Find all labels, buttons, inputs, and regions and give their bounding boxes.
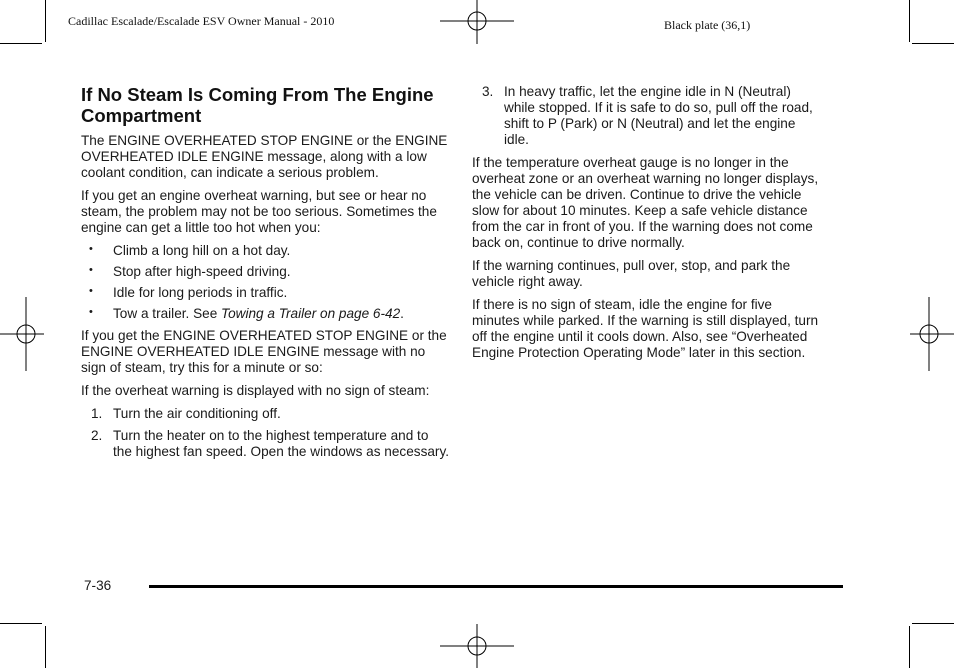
crop-mark-bottom-left-v [45, 626, 46, 668]
crop-mark-bottom-right-h [912, 623, 954, 624]
paragraph-try-this: If you get the ENGINE OVERHEATED STOP ENGINE or the ENGINE OVERHEATED IDLE ENGINE message with no sign of steam, try this for a minute or so: [81, 328, 447, 375]
section-title: If No Steam Is Coming From The Engine Compartment [81, 84, 434, 126]
manual-title: Cadillac Escalade/Escalade ESV Owner Manual - 2010 [68, 14, 335, 28]
list-item: 1. Turn the air conditioning off. [91, 406, 281, 421]
registration-mark-top-icon [440, 0, 514, 44]
bullet-icon: • [89, 306, 93, 318]
left-column [81, 84, 451, 467]
crop-mark-top-left-v [45, 0, 46, 42]
step-number: 1. [91, 406, 103, 421]
list-item: • Stop after high-speed driving. [89, 264, 291, 279]
registration-mark-right-icon [910, 297, 954, 371]
page-number: 7-36 [84, 578, 112, 593]
paragraph-gauge: If the temperature overheat gauge is no longer in the overheat zone or an overheat warning no longer displays, the vehicle can be driven. Continue to drive the vehicle slow for about 10 minutes. Keep a safe vehicle distance from the car in front of you. If the warning does not come back on, continue to drive normally. [472, 155, 819, 250]
list-item: 3. In heavy traffic, let the engine idle in N (Neutral) while stopped. If it is safe to do so, pull off the road, shift to P (Park) or N (Neutral) and let the engine idle. [482, 84, 813, 147]
step-number: 2. [91, 428, 103, 443]
bullet-icon: • [89, 243, 93, 255]
step-number: 3. [482, 84, 494, 99]
plate-label: Black plate (36,1) [664, 18, 751, 32]
paragraph-intro: The ENGINE OVERHEATED STOP ENGINE or the ENGINE OVERHEATED IDLE ENGINE message, along with a low coolant condition, can indicate a serious problem. [81, 133, 448, 180]
towing-trailer-reference-link[interactable]: Towing a Trailer on page 6-42 [221, 306, 401, 321]
crop-mark-bottom-left-h [0, 623, 42, 624]
paragraph-idle-engine: If there is no sign of steam, idle the engine for five minutes while parked. If the warning is still displayed, turn off the engine until it cools down. Also, see “Overheated Engine Protection Operating Mode” later in this section. [472, 297, 819, 360]
list-item: • Tow a trailer. See Towing a Trailer on page 6-42. [89, 306, 404, 321]
paragraph-warning-continues: If the warning continues, pull over, stop, and park the vehicle right away. [472, 258, 791, 289]
registration-mark-bottom-icon [440, 624, 514, 668]
steps-list-left [81, 406, 451, 460]
crop-mark-bottom-right-v [909, 626, 910, 668]
paragraph-overheat-warning: If you get an engine overheat warning, but see or hear no steam, the problem may not be too serious. Sometimes the engine can get a little too hot when you: [81, 188, 437, 235]
crop-mark-top-right-h [912, 43, 954, 44]
paragraph-no-steam: If the overheat warning is displayed with no sign of steam: [81, 383, 430, 398]
bullet-icon: • [89, 285, 93, 297]
registration-mark-left-icon [0, 297, 44, 371]
list-item: • Climb a long hill on a hot day. [89, 243, 291, 258]
steps-list-right [472, 84, 822, 148]
right-column [472, 84, 822, 368]
list-item: 2. Turn the heater on to the highest temperature and to the highest fan speed. Open the windows as necessary. [91, 428, 450, 459]
crop-mark-top-right-v [909, 0, 910, 42]
bullet-icon: • [89, 264, 93, 276]
crop-mark-top-left-h [0, 43, 42, 44]
list-item: • Idle for long periods in traffic. [89, 285, 288, 300]
footer-rule [149, 585, 843, 588]
bullet-list [81, 243, 451, 322]
